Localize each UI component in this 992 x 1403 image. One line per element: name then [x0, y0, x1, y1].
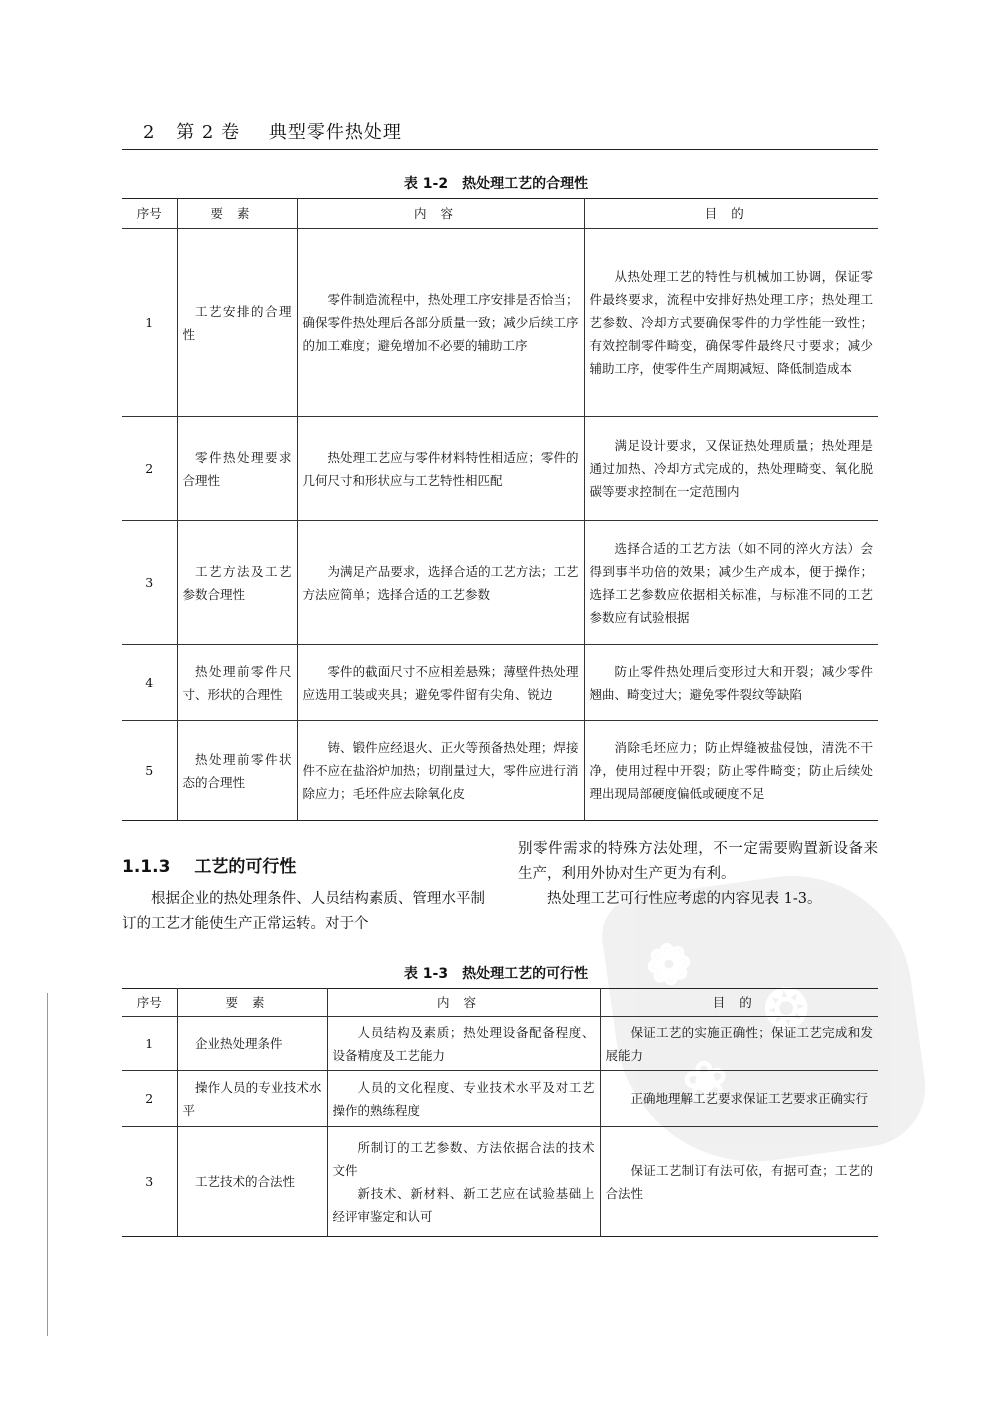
row-number: 2	[122, 1071, 177, 1127]
table-row	[122, 417, 878, 521]
paragraph-left: 根据企业的热处理条件、人员结构素质、管理水平制订的工艺才能使生产正常运转。对于个	[122, 891, 485, 932]
row-content: 铸、锻件应经退火、正火等预备热处理；焊接件不应在盐浴炉加热；切削量过大，零件应进行消除应力；毛坯件应去除氧化皮	[297, 721, 584, 821]
col-header-purpose: 目的	[584, 199, 878, 229]
page-number: 2	[143, 122, 156, 143]
row-element: 工艺技术的合法性	[177, 1127, 327, 1237]
row-purpose: 从热处理工艺的特性与机械加工协调，保证零件最终要求，流程中安排好热处理工序；热处理工艺参数、冷却方式要确保零件的力学性能一致性；有效控制零件畸变，确保零件最终尺寸要求；减少辅助工序，使零件生产周期减短、降低制造成本	[584, 229, 878, 417]
book-title: 典型零件热处理	[268, 122, 402, 143]
row-number: 3	[122, 1127, 177, 1237]
col-header-no: 序号	[122, 199, 177, 229]
col-header-element: 要素	[177, 989, 327, 1017]
row-content: 热处理工艺应与零件材料特性相适应；零件的几何尺寸和形状应与工艺特性相匹配	[297, 417, 584, 521]
seal-watermark: ❁ ❂ ❀	[597, 860, 933, 1179]
col-header-no: 序号	[122, 989, 177, 1017]
section-number: 1.1.3	[122, 857, 171, 877]
row-content-part: 新技术、新材料、新工艺应在试验基础上经评审鉴定和认可	[332, 1185, 595, 1224]
table-row	[122, 229, 878, 417]
row-element: 工艺方法及工艺参数合理性	[177, 521, 297, 645]
table-row	[122, 721, 878, 821]
section-heading	[122, 852, 296, 877]
paragraph-right-continued: 别零件需求的特殊方法处理，不一定需要购置新设备来生产，利用外协对生产更为有利。	[518, 841, 878, 882]
row-content: 零件的截面尺寸不应相差悬殊；薄壁件热处理应选用工装或夹具；避免零件留有尖角、锐边	[297, 645, 584, 721]
row-number: 4	[122, 645, 177, 721]
row-element: 企业热处理条件	[177, 1017, 327, 1071]
row-purpose: 正确地理解工艺要求保证工艺要求正确实行	[600, 1071, 878, 1127]
row-content: 人员结构及素质；热处理设备配备程度、设备精度及工艺能力	[327, 1017, 600, 1071]
row-purpose: 防止零件热处理后变形过大和开裂；减少零件翘曲、畸变过大；避免零件裂纹等缺陷	[584, 645, 878, 721]
col-header-element: 要素	[177, 199, 297, 229]
row-number: 3	[122, 521, 177, 645]
table-row	[122, 1017, 878, 1071]
table-row	[122, 521, 878, 645]
row-content: 为满足产品要求，选择合适的工艺方法；工艺方法应简单；选择合适的工艺参数	[297, 521, 584, 645]
col-header-content: 内容	[297, 199, 584, 229]
header-rule	[122, 149, 878, 150]
table-1-3	[122, 988, 878, 1237]
col-header-purpose: 目的	[600, 989, 878, 1017]
row-element: 零件热处理要求合理性	[177, 417, 297, 521]
row-number: 1	[122, 229, 177, 417]
table-header-row	[122, 989, 878, 1017]
section-title: 工艺的可行性	[194, 857, 297, 877]
row-element: 热处理前零件状态的合理性	[177, 721, 297, 821]
table-1-3-caption: 表 1-3 热处理工艺的可行性	[403, 966, 589, 982]
row-content: 人员的文化程度、专业技术水平及对工艺操作的熟练程度	[327, 1071, 600, 1127]
row-purpose: 保证工艺的实施正确性；保证工艺完成和发展能力	[600, 1017, 878, 1071]
row-number: 1	[122, 1017, 177, 1071]
row-purpose: 满足设计要求，又保证热处理质量；热处理是通过加热、冷却方式完成的，热处理畸变、氧化脱碳等要求控制在一定范围内	[584, 417, 878, 521]
row-number: 2	[122, 417, 177, 521]
row-element: 工艺安排的合理性	[177, 229, 297, 417]
row-purpose: 消除毛坯应力；防止焊缝被盐侵蚀，清洗不干净，使用过程中开裂；防止零件畸变；防止后续处理出现局部硬度偏低或硬度不足	[584, 721, 878, 821]
row-content-part: 所制订的工艺参数、方法依据合法的技术文件	[332, 1139, 595, 1178]
col-header-content: 内容	[327, 989, 600, 1017]
table-row	[122, 645, 878, 721]
row-purpose: 选择合适的工艺方法（如不同的淬火方法）会得到事半功倍的效果；减少生产成本，便于操作；选择工艺参数应依据相关标准，与标准不同的工艺参数应有试验根据	[584, 521, 878, 645]
row-number: 5	[122, 721, 177, 821]
table-header-row	[122, 199, 878, 229]
row-element: 操作人员的专业技术水平	[177, 1071, 327, 1127]
scan-edge-line	[47, 993, 48, 1336]
volume-label: 第 2 卷	[176, 122, 241, 143]
table-1-2-caption: 表 1-2 热处理工艺的合理性	[403, 176, 589, 192]
row-content: 零件制造流程中，热处理工序安排是否恰当；确保零件热处理后各部分质量一致；减少后续工序的加工难度；避免增加不必要的辅助工序	[297, 229, 584, 417]
row-purpose: 保证工艺制订有法可依，有据可查；工艺的合法性	[600, 1127, 878, 1237]
paragraph-right: 热处理工艺可行性应考虑的内容见表 1-3。	[547, 891, 822, 907]
row-element: 热处理前零件尺寸、形状的合理性	[177, 645, 297, 721]
table-row	[122, 1071, 878, 1127]
page-header	[143, 118, 402, 144]
table-1-2	[122, 198, 878, 821]
table-row	[122, 1127, 878, 1237]
row-content	[327, 1127, 600, 1237]
